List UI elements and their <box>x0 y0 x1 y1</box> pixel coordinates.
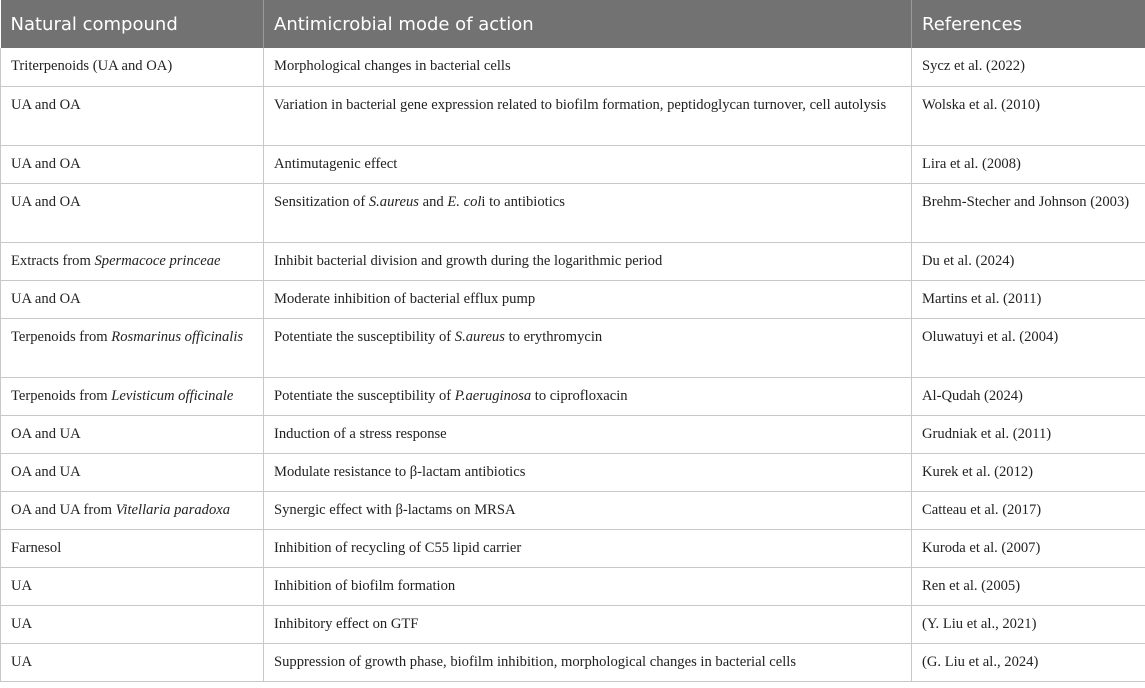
table-row <box>1 453 1145 491</box>
compound-cell: OA and UA <box>1 453 264 491</box>
compound-cell: Triterpenoids (UA and OA) <box>1 48 264 86</box>
reference-cell: Al-Qudah (2024) <box>912 377 1145 415</box>
reference-cell: Oluwatuyi et al. (2004) <box>912 318 1145 377</box>
action-cell: Inhibit bacterial division and growth during the logarithmic period <box>264 242 912 280</box>
compound-cell: Farnesol <box>1 529 264 567</box>
action-cell: Potentiate the susceptibility of P.aeruginosa to ciprofloxacin <box>264 377 912 415</box>
compound-cell: UA <box>1 605 264 643</box>
compound-cell: UA and OA <box>1 145 264 183</box>
compound-cell: OA and UA from Vitellaria paradoxa <box>1 491 264 529</box>
reference-cell: Wolska et al. (2010) <box>912 86 1145 145</box>
table-row <box>1 415 1145 453</box>
compound-cell: Terpenoids from Levisticum officinale <box>1 377 264 415</box>
action-cell: Induction of a stress response <box>264 415 912 453</box>
reference-cell: Grudniak et al. (2011) <box>912 415 1145 453</box>
compound-cell: Extracts from Spermacoce princeae <box>1 242 264 280</box>
reference-cell: Du et al. (2024) <box>912 242 1145 280</box>
reference-cell: Ren et al. (2005) <box>912 567 1145 605</box>
action-cell: Modulate resistance to β-lactam antibiotics <box>264 453 912 491</box>
table-row <box>1 145 1145 183</box>
reference-cell: Sycz et al. (2022) <box>912 48 1145 86</box>
table-row <box>1 242 1145 280</box>
header-row <box>1 0 1145 48</box>
reference-cell: Catteau et al. (2017) <box>912 491 1145 529</box>
action-cell: Potentiate the susceptibility of S.aureus to erythromycin <box>264 318 912 377</box>
reference-cell: Brehm-Stecher and Johnson (2003) <box>912 183 1145 242</box>
action-cell: Moderate inhibition of bacterial efflux pump <box>264 280 912 318</box>
action-cell: Inhibition of recycling of C55 lipid carrier <box>264 529 912 567</box>
header-natural-compound: Natural compound <box>1 0 264 48</box>
compound-cell: Terpenoids from Rosmarinus officinalis <box>1 318 264 377</box>
header-references: References <box>912 0 1145 48</box>
table-row <box>1 86 1145 145</box>
header-mode-of-action: Antimicrobial mode of action <box>264 0 912 48</box>
compound-cell: OA and UA <box>1 415 264 453</box>
table-row <box>1 491 1145 529</box>
table-row <box>1 529 1145 567</box>
action-cell: Variation in bacterial gene expression related to biofilm formation, peptidoglycan turnover, cell autolysis <box>264 86 912 145</box>
action-cell: Sensitization of S.aureus and E. coli to antibiotics <box>264 183 912 242</box>
table-row <box>1 377 1145 415</box>
table-header <box>1 0 1145 48</box>
table-row <box>1 48 1145 86</box>
compound-cell: UA <box>1 643 264 681</box>
compound-cell: UA and OA <box>1 280 264 318</box>
table-row <box>1 605 1145 643</box>
compound-cell: UA and OA <box>1 86 264 145</box>
compound-cell: UA <box>1 567 264 605</box>
action-cell: Inhibitory effect on GTF <box>264 605 912 643</box>
reference-cell: Lira et al. (2008) <box>912 145 1145 183</box>
reference-cell: (G. Liu et al., 2024) <box>912 643 1145 681</box>
reference-cell: (Y. Liu et al., 2021) <box>912 605 1145 643</box>
table-row <box>1 280 1145 318</box>
reference-cell: Kuroda et al. (2007) <box>912 529 1145 567</box>
table-row <box>1 318 1145 377</box>
action-cell: Synergic effect with β-lactams on MRSA <box>264 491 912 529</box>
table-row <box>1 567 1145 605</box>
reference-cell: Kurek et al. (2012) <box>912 453 1145 491</box>
reference-cell: Martins et al. (2011) <box>912 280 1145 318</box>
compound-cell: UA and OA <box>1 183 264 242</box>
table-body <box>1 48 1145 681</box>
table-row <box>1 183 1145 242</box>
action-cell: Suppression of growth phase, biofilm inhibition, morphological changes in bacterial cells <box>264 643 912 681</box>
table-row <box>1 643 1145 681</box>
action-cell: Inhibition of biofilm formation <box>264 567 912 605</box>
action-cell: Morphological changes in bacterial cells <box>264 48 912 86</box>
action-cell: Antimutagenic effect <box>264 145 912 183</box>
